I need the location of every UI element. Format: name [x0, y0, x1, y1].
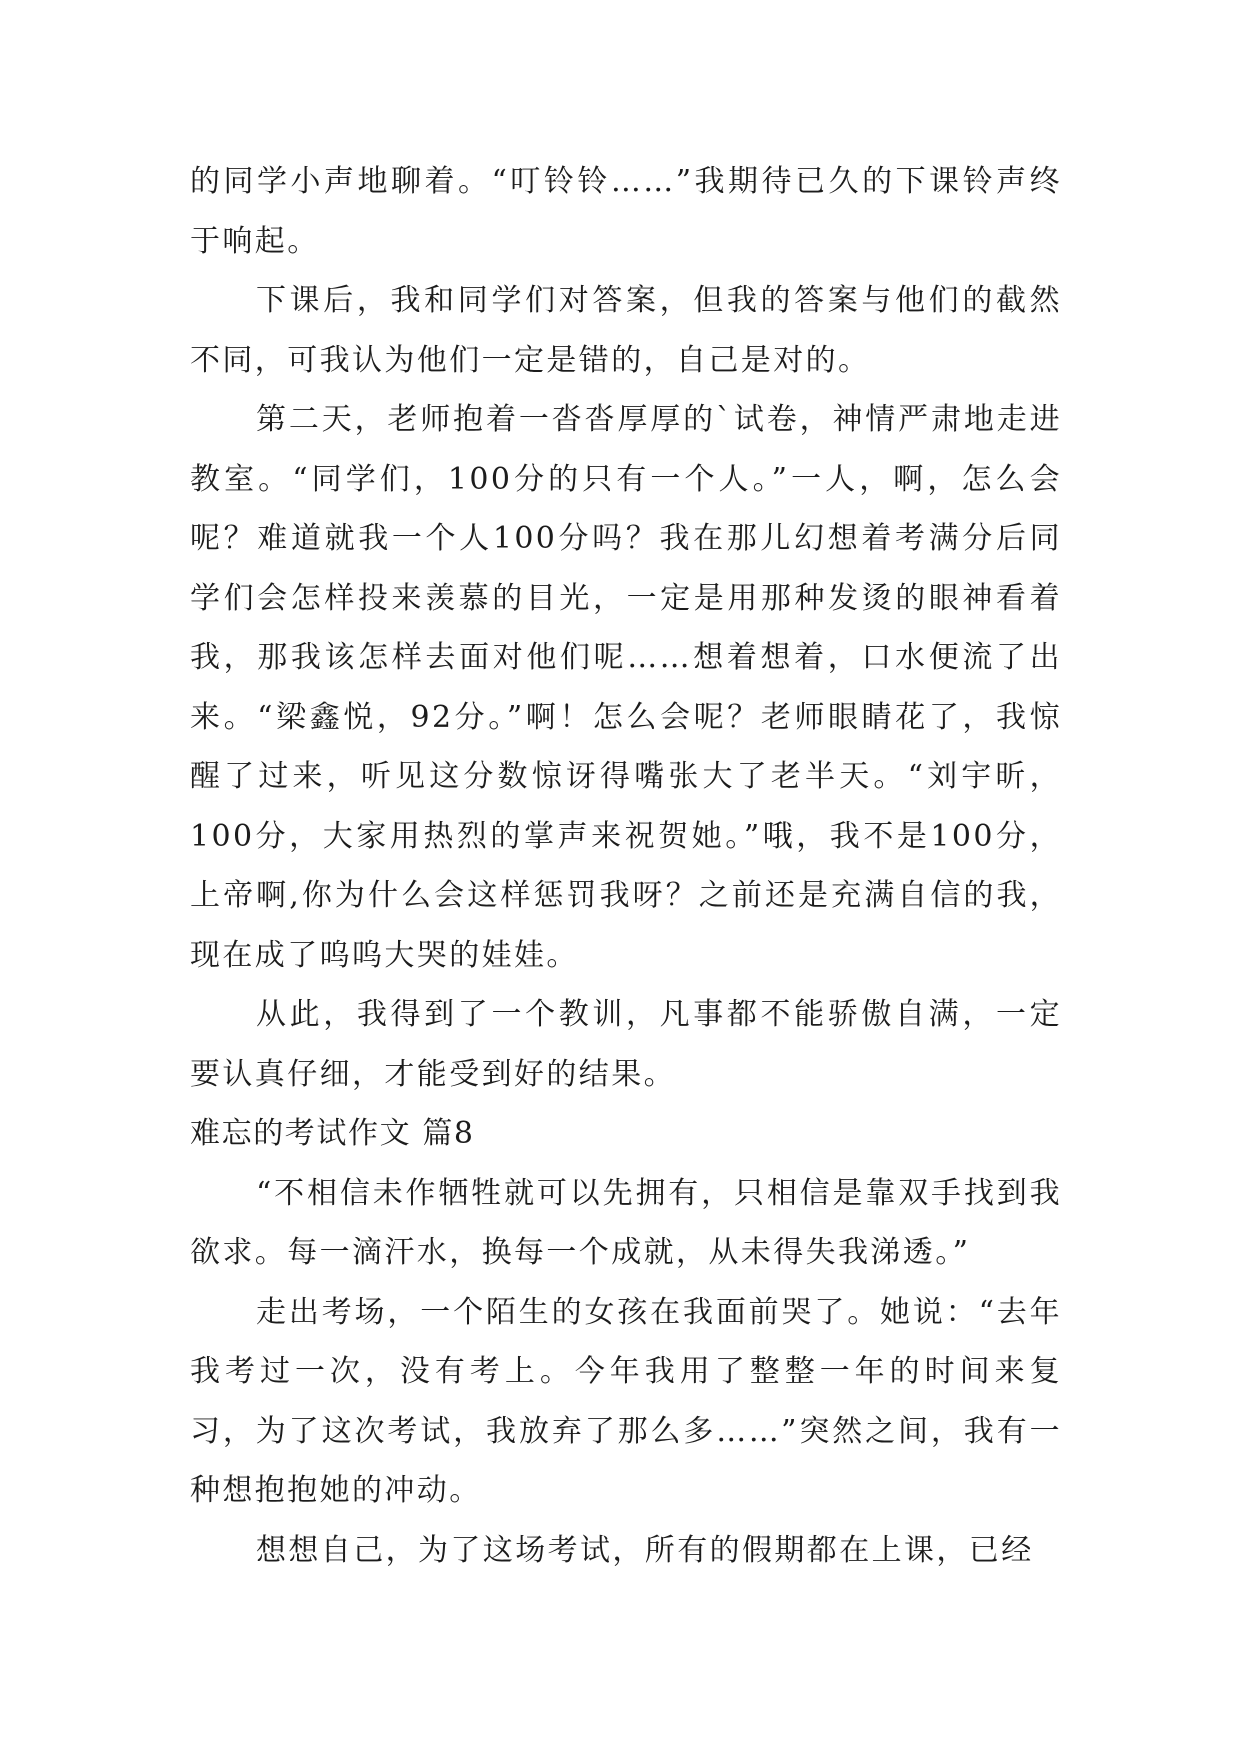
- document-body: [190, 152, 1062, 1580]
- paragraph-quote: “不相信未作牺牲就可以先拥有，只相信是靠双手找到我欲求。每一滴汗水，换每一个成就，从未得失我涕透。”: [190, 1175, 1062, 1270]
- paragraph: 下课后，我和同学们对答案，但我的答案与他们的截然不同，可我认为他们一定是错的，自己是对的。: [190, 283, 1062, 378]
- paragraph-continued: 的同学小声地聊着。“叮铃铃……”我期待已久的下课铃声终于响起。: [190, 164, 1062, 259]
- paragraph: 从此，我得到了一个教训，凡事都不能骄傲自满，一定要认真仔细，才能受到好的结果。: [190, 997, 1062, 1092]
- paragraph: 第二天，老师抱着一沓沓厚厚的`试卷，神情严肃地走进教室。“同学们，100分的只有一个人。”一人，啊，怎么会呢？难道就我一个人100分吗？我在那儿幻想着考满分后同学们会怎样投来羡慕的目光，一定是用那种发烫的眼神看着我，那我该怎样去面对他们呢……想着想着，口水便流了出来。“梁鑫悦，92分。”啊！怎么会呢？老师眼睛花了，我惊醒了过来，听见这分数惊讶得嘴张大了老半天。“刘宇昕，100分，大家用热烈的掌声来祝贺她。”哦，我不是100分，上帝啊,你为什么会这样惩罚我呀？之前还是充满自信的我，现在成了呜呜大哭的娃娃。: [190, 402, 1062, 973]
- section-heading: 难忘的考试作文 篇8: [190, 1116, 475, 1151]
- paragraph: 走出考场，一个陌生的女孩在我面前哭了。她说：“去年我考过一次，没有考上。今年我用了整整一年的时间来复习，为了这次考试，我放弃了那么多……”突然之间，我有一种想抱抱她的冲动。: [190, 1294, 1062, 1508]
- paragraph-truncated: 想想自己，为了这场考试，所有的假期都在上课，已经: [256, 1532, 1034, 1568]
